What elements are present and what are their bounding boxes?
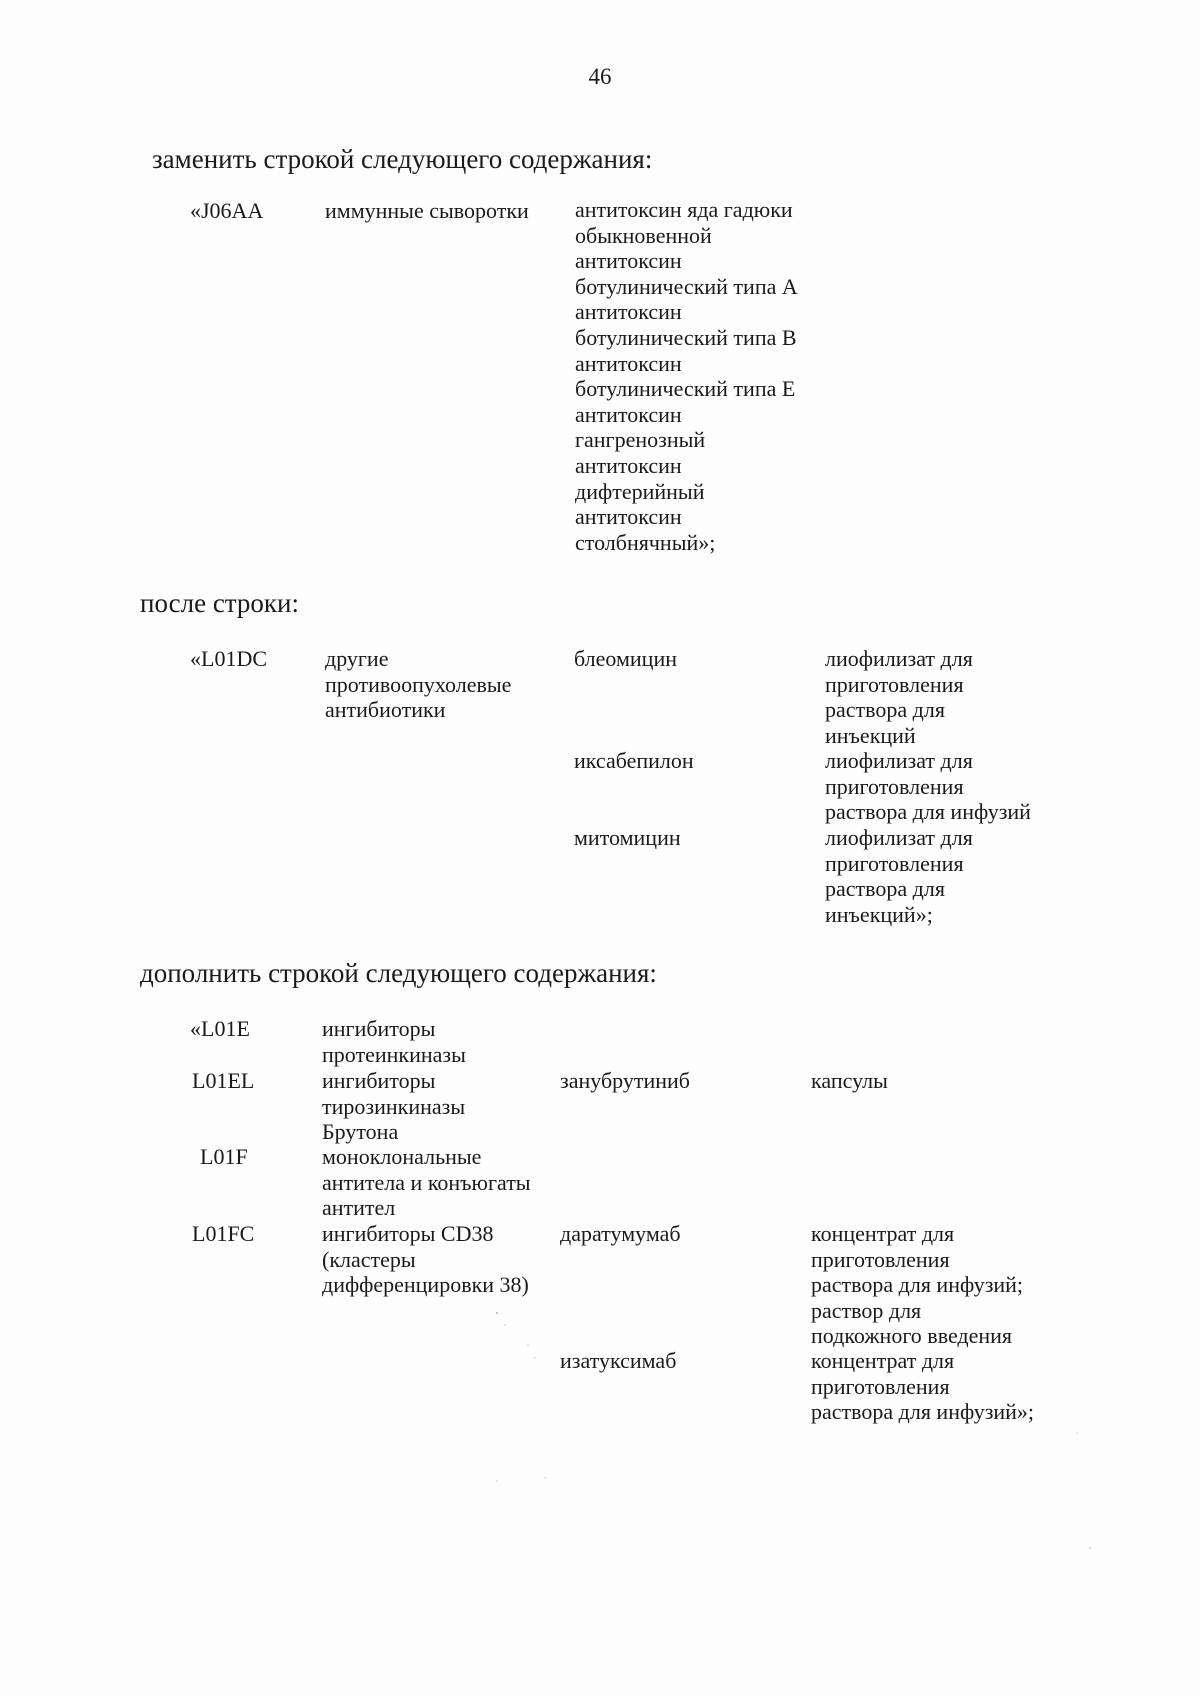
instruction-append: дополнить строкой следующего содержания: [140,958,657,988]
group-monoclonal-antibodies: моноклональные антитела и конъюгаты антител [322,1144,531,1220]
group-protein-kinase-inhibitors: ингибиторы протеинкиназы [322,1016,466,1067]
atc-code-l01dc: «L01DC [190,646,267,671]
form-zanubrutinib: капсулы [811,1068,888,1093]
form-bleomycin: лиофилизат для приготовления раствора для инъекций [825,646,973,748]
page-number: 46 [588,64,612,89]
group-cd38-inhibitors: ингибиторы CD38 (кластеры дифференцировки 38) [322,1221,529,1297]
instruction-replace: заменить строкой следующего содержания: [152,144,653,174]
atc-code-j06aa: «J06AA [190,198,264,223]
form-mitomycin: лиофилизат для приготовления раствора для инъекций»; [825,825,973,927]
drug-mitomycin: митомицин [574,825,681,850]
group-btk-inhibitors: ингибиторы тирозинкиназы Брутона [322,1068,466,1144]
atc-code-l01e: «L01E [190,1016,250,1041]
group-immune-sera: иммунные сыворотки [325,198,529,223]
form-daratumumab: концентрат для приготовления раствора для инфузий; раствор для подкожного введения [811,1221,1024,1348]
form-isatuximab: концентрат для приготовления раствора для инфузий»; [811,1348,1035,1424]
group-antitumor-antibiotics: другие противоопухолевые антибиотики [325,646,512,722]
antitoxin-list: антитоксин яда гадюки обыкновенной антитоксин ботулинический типа A антитоксин ботулинический типа B антитоксин ботулинический типа E антитоксин гангренозный антитоксин дифтерийный антитоксин столбнячный»; [575,197,798,555]
drug-bleomycin: блеомицин [574,646,677,671]
instruction-after-row: после строки: [140,588,299,618]
form-ixabepilone: лиофилизат для приготовления раствора для инфузий [825,748,1031,824]
drug-isatuximab: изатуксимаб [560,1348,677,1373]
atc-code-l01el: L01EL [192,1068,255,1093]
atc-code-l01f: L01F [200,1144,248,1169]
drug-daratumumab: даратумумаб [560,1221,681,1246]
drug-zanubrutinib: занубрутиниб [560,1068,690,1093]
atc-code-l01fc: L01FC [192,1221,255,1246]
drug-ixabepilone: иксабепилон [574,748,694,773]
